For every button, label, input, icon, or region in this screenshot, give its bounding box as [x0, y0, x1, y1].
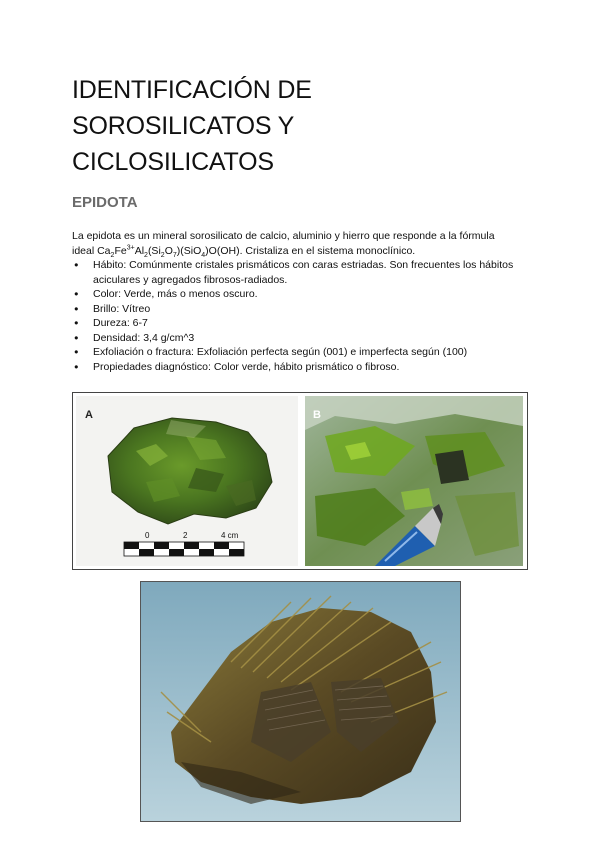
figure-label-a: A [85, 409, 93, 421]
photo-epidote-hand-sample [76, 396, 298, 566]
formula-sup: 3+ [126, 244, 135, 251]
figure-epidote-samples [72, 392, 528, 570]
formula-text: )(SiO [176, 244, 202, 257]
formula-text: ideal Ca [72, 244, 111, 257]
formula-sub: 2 [110, 251, 115, 259]
formula-sub: 2 [160, 251, 165, 259]
page-title [72, 72, 512, 180]
formula-text: (Si [147, 244, 161, 257]
intro-paragraph [72, 229, 532, 258]
formula-sub: 2 [144, 251, 148, 259]
property-item: ● Color: Verde, más o menos oscuro. [72, 287, 532, 302]
photo-epidote-closeup [305, 396, 523, 566]
formula-text: O [164, 244, 173, 257]
scale-label-4: 4 cm [221, 531, 239, 540]
figure-label-b: B [313, 409, 321, 421]
epidote-crystal-cluster [141, 582, 460, 821]
scale-label-2: 2 [183, 531, 188, 540]
title-line: CICLOSILICATOS [72, 148, 274, 176]
formula-sub: 7 [172, 251, 177, 259]
photo-epidote-crystals [140, 581, 461, 822]
formula-text: Al [134, 244, 145, 257]
title-line: IDENTIFICACIÓN DE [72, 76, 312, 104]
property-list [72, 258, 532, 374]
property-item: ● Densidad: 3,4 g/cm^3 [72, 331, 532, 346]
property-item: ● Propiedades diagnóstico: Color verde, hábito prismático o fibroso. [72, 360, 532, 375]
section-heading: EPIDOTA [72, 194, 138, 211]
formula-text: )O(OH). Cristaliza en el sistema monoclínico. [205, 244, 416, 257]
scale-bar [124, 542, 244, 556]
title-line: SOROSILICATOS Y [72, 112, 295, 140]
property-item: ● Brillo: Vítreo [72, 302, 532, 317]
property-item: ● Dureza: 6-7 [72, 316, 532, 331]
formula-text: Fe [114, 244, 127, 257]
formula-sub: 4 [201, 251, 206, 259]
scale-label-0: 0 [145, 531, 150, 540]
intro-line: La epidota es un mineral sorosilicato de calcio, aluminio y hierro que responde a la fórmula [72, 230, 495, 242]
property-item: ● Exfoliación o fractura: Exfoliación perfecta según (001) e imperfecta según (100) [72, 345, 532, 360]
property-item: ● Hábito: Comúnmente cristales prismáticos con caras estriadas. Son frecuentes los hábitos aciculares y agregados fibrosos-radiados. [72, 258, 532, 287]
